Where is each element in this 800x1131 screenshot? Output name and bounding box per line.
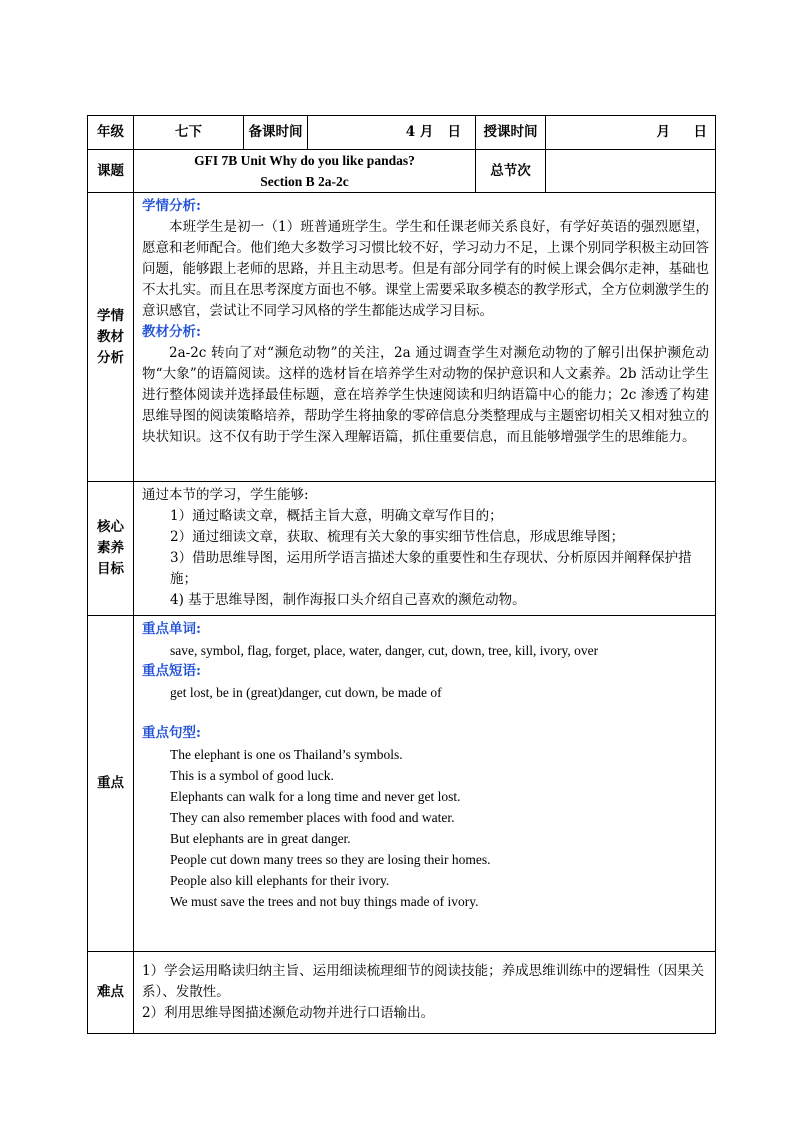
goal-item: 4) 基于思维导图，制作海报口头介绍自己喜欢的濒危动物。 [170, 592, 526, 608]
goals-content [134, 482, 716, 616]
analysis-label: 学情 教材 分析 [88, 193, 134, 482]
material-analysis-text: 2a-2c 转向了对“濒危动物”的关注，2a 通过调查学生对濒危动物的了解引出保护濒危动物“大象”的语篇阅读。这样的选材旨在培养学生对动物的保护意识和人文素养。2b 活动让学生进行整体阅读并选择最佳标题，意在培养学生快速阅读和归纳语篇中心的能力；2c 渗透了构建思维导图的阅读策略培养，帮助学生将抽象的零碎信息分类整理成与主题密切相关又相对独立的块状知识。这不仅有助于学生深入理解语篇，抓住重要信息，而且能够增强学生的思维能力。 [142, 345, 709, 445]
key-sentence: This is a symbol of good luck. [170, 768, 334, 783]
lesson-plan-table [87, 115, 716, 1034]
key-sentence: People also kill elephants for their ivory. [170, 873, 390, 888]
topic-label: 课题 [88, 150, 134, 193]
goal-item: 1）通过略读文章，概括主旨大意，明确文章写作目的； [170, 508, 503, 524]
total-sessions-value [546, 150, 716, 193]
key-sentence: They can also remember places with food and water. [170, 810, 455, 825]
teach-time-label: 授课时间 [476, 116, 546, 150]
key-words-heading: 重点单词: [142, 621, 201, 637]
key-points-row [88, 616, 716, 952]
key-sentence: People cut down many trees so they are losing their homes. [170, 852, 491, 867]
lesson-title [134, 150, 476, 193]
key-sentences-heading: 重点句型: [142, 725, 201, 741]
grade-label: 年级 [88, 116, 134, 150]
total-sessions-label: 总节次 [476, 150, 546, 193]
key-sentence: Elephants can walk for a long time and never get lost. [170, 789, 461, 804]
teach-date: 月 日 [546, 116, 716, 150]
difficult-points-content [134, 952, 716, 1034]
analysis-content [134, 193, 716, 482]
key-sentence: We must save the trees and not buy things made of ivory. [170, 894, 479, 909]
topic-row [88, 150, 716, 193]
key-points-label: 重点 [88, 616, 134, 952]
key-phrases-heading: 重点短语: [142, 663, 201, 679]
key-points-content [134, 616, 716, 952]
prep-time-label: 备课时间 [244, 116, 308, 150]
grade-value: 七下 [134, 116, 244, 150]
header-row [88, 116, 716, 150]
difficult-item: 2）利用思维导图描述濒危动物并进行口语输出。 [142, 1004, 435, 1021]
key-phrases: get lost, be in (great)danger, cut down, be made of [170, 685, 442, 700]
goal-item: 2）通过细读文章，获取、梳理有关大象的事实细节性信息，形成思维导图； [170, 529, 625, 545]
material-analysis-heading: 教材分析: [142, 324, 201, 340]
goals-intro: 通过本节的学习，学生能够: [142, 487, 309, 503]
analysis-row [88, 193, 716, 482]
goals-row [88, 482, 716, 616]
difficult-points-row [88, 952, 716, 1034]
difficult-points-label: 难点 [88, 952, 134, 1034]
student-analysis-text: 本班学生是初一（1）班普通班学生。学生和任课老师关系良好，有学好英语的强烈愿望，愿意和老师配合。他们绝大多数学习习惯比较不好，学习动力不足，上课个别同学积极主动回答问题，能够跟上老师的思路，并且主动思考。但是有部分同学有的时候上课会偶尔走神，基础也不太扎实。而且在思考深度方面也不够。课堂上需要采取多模态的教学形式，全方位刺激学生的意识感官，尝试让不同学习风格的学生都能达成学习目标。 [142, 219, 709, 319]
lesson-title-line1: GFI 7B Unit Why do you like pandas? [194, 153, 415, 168]
goal-item: 3）借助思维导图，运用所学语言描述大象的重要性和生存现状、分析原因并阐释保护措施； [170, 550, 692, 587]
key-sentence: The elephant is one os Thailand’s symbols. [170, 747, 403, 762]
key-sentence: But elephants are in great danger. [170, 831, 351, 846]
goals-label: 核心 素养 目标 [88, 482, 134, 616]
prep-date: 4 月 日 [308, 116, 476, 150]
lesson-title-line2: Section B 2a-2c [260, 174, 349, 189]
difficult-item: 1）学会运用略读归纳主旨、运用细读梳理细节的阅读技能；养成思维训练中的逻辑性（因果关系）、发散性。 [142, 962, 705, 1000]
student-analysis-heading: 学情分析: [142, 198, 201, 214]
key-words: save, symbol, flag, forget, place, water, danger, cut, down, tree, kill, ivory, over [170, 643, 599, 658]
